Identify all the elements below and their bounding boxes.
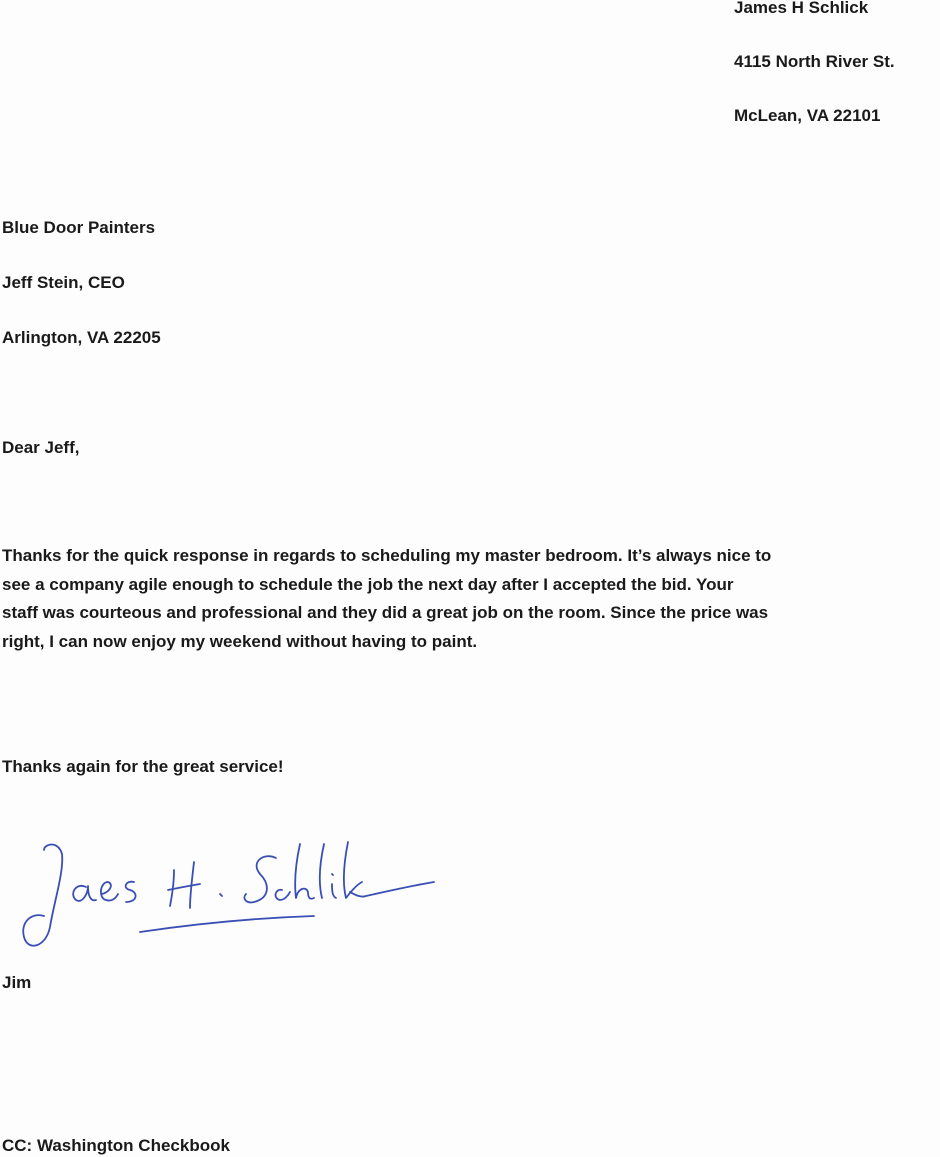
recipient-contact: Jeff Stein, CEO — [2, 273, 125, 292]
signoff-name: Jim — [2, 973, 32, 992]
sender-street: 4115 North River St. — [734, 52, 895, 71]
letter-body — [2, 542, 940, 656]
salutation: Dear Jeff, — [2, 438, 80, 457]
cc-line: CC: Washington Checkbook — [2, 1136, 230, 1155]
sender-city-state-zip: McLean, VA 22101 — [734, 106, 881, 125]
recipient-city-state-zip: Arlington, VA 22205 — [2, 328, 161, 347]
closing-line: Thanks again for the great service! — [2, 757, 284, 776]
body-line: right, I can now enjoy my weekend without having to paint. — [2, 631, 478, 651]
sender-name: James H Schlick — [734, 0, 869, 17]
body-line: Thanks for the quick response in regards to scheduling my master bedroom. It’s always nice to — [2, 546, 772, 565]
body-line: see a company agile enough to schedule the job the next day after I accepted the bid. Your — [2, 574, 734, 594]
body-line: staff was courteous and professional and they did a great job on the room. Since the price was — [2, 603, 769, 623]
recipient-company: Blue Door Painters — [2, 218, 156, 237]
handwritten-signature — [14, 832, 454, 962]
